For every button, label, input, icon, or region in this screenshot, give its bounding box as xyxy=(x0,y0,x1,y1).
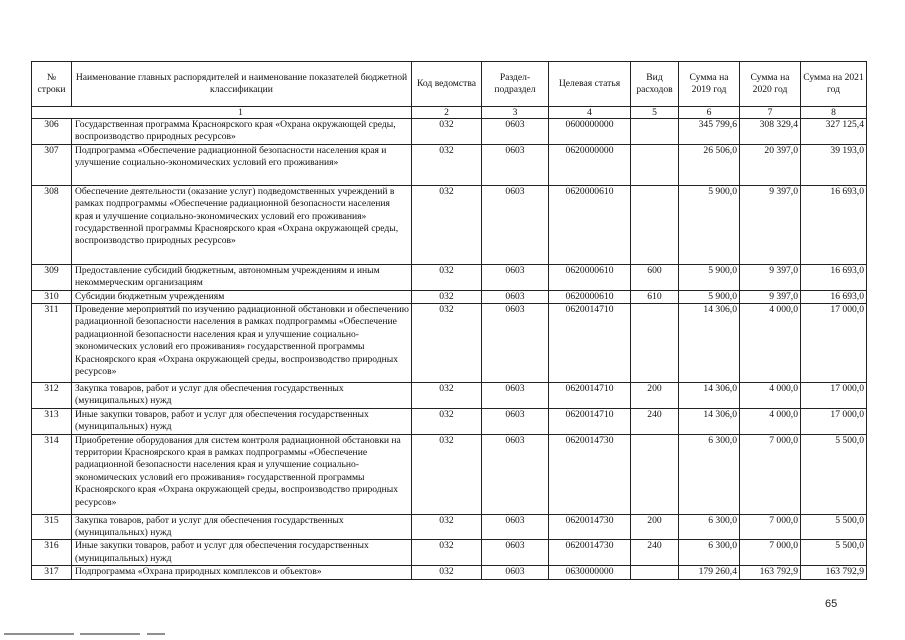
row-number: 312 xyxy=(32,383,72,409)
table-row xyxy=(32,264,867,290)
row-sum-2020: 4 000,0 xyxy=(740,408,801,434)
row-expense-type xyxy=(631,434,679,514)
row-dept-code: 032 xyxy=(412,514,482,540)
row-sum-2021: 17 000,0 xyxy=(801,408,867,434)
row-target-item: 0620000610 xyxy=(549,290,631,303)
header-section: Раздел-подраздел xyxy=(482,62,549,107)
header-name: Наименование главных распорядителей и наименование показателей бюджетной классификации xyxy=(72,62,412,107)
row-dept-code: 032 xyxy=(412,264,482,290)
row-sum-2020: 20 397,0 xyxy=(740,144,801,185)
table-row xyxy=(32,514,867,540)
row-section: 0603 xyxy=(482,185,549,264)
column-number: 2 xyxy=(412,107,482,119)
row-number: 307 xyxy=(32,144,72,185)
row-sum-2019: 14 306,0 xyxy=(679,383,740,409)
row-sum-2021: 163 792,9 xyxy=(801,566,867,579)
row-sum-2019: 179 260,4 xyxy=(679,566,740,579)
header-row xyxy=(32,62,867,107)
row-name: Закупка товаров, работ и услуг для обеспечения государственных (муниципальных) нужд xyxy=(72,514,412,540)
row-number: 317 xyxy=(32,566,72,579)
row-dept-code: 032 xyxy=(412,540,482,566)
table-row xyxy=(32,290,867,303)
table-row xyxy=(32,566,867,579)
row-expense-type: 240 xyxy=(631,408,679,434)
row-sum-2019: 5 900,0 xyxy=(679,264,740,290)
header-expense-type: Вид расходов xyxy=(631,62,679,107)
row-number: 316 xyxy=(32,540,72,566)
row-sum-2020: 9 397,0 xyxy=(740,290,801,303)
row-expense-type: 610 xyxy=(631,290,679,303)
column-number-row xyxy=(32,107,867,119)
row-name: Иные закупки товаров, работ и услуг для обеспечения государственных (муниципальных) нужд xyxy=(72,540,412,566)
row-dept-code: 032 xyxy=(412,304,482,383)
row-number: 314 xyxy=(32,434,72,514)
row-sum-2020: 308 329,4 xyxy=(740,119,801,145)
row-number: 313 xyxy=(32,408,72,434)
row-number: 310 xyxy=(32,290,72,303)
row-name: Субсидии бюджетным учреждениям xyxy=(72,290,412,303)
row-dept-code: 032 xyxy=(412,185,482,264)
header-row-no: № строки xyxy=(32,62,72,107)
header-target-item: Целевая статья xyxy=(549,62,631,107)
row-section: 0603 xyxy=(482,264,549,290)
row-target-item: 0620014710 xyxy=(549,383,631,409)
page-number: 65 xyxy=(825,598,838,610)
row-dept-code: 032 xyxy=(412,383,482,409)
row-name: Приобретение оборудования для систем контроля радиационной обстановки на территории Красноярского края в рамках подпрограммы «Обеспечение радиационной безопасности населения края и улучшение социально-экономических условий его проживания» государственной программы Красноярского края «Охрана окружающей среды, воспроизводство природных ресурсов» xyxy=(72,434,412,514)
row-section: 0603 xyxy=(482,408,549,434)
row-section: 0603 xyxy=(482,566,549,579)
scan-artifact-line xyxy=(80,633,140,635)
row-dept-code: 032 xyxy=(412,119,482,145)
row-sum-2021: 5 500,0 xyxy=(801,514,867,540)
row-sum-2019: 6 300,0 xyxy=(679,514,740,540)
row-number: 306 xyxy=(32,119,72,145)
row-expense-type: 600 xyxy=(631,264,679,290)
row-expense-type xyxy=(631,304,679,383)
row-section: 0603 xyxy=(482,383,549,409)
table-row xyxy=(32,408,867,434)
column-number: 5 xyxy=(631,107,679,119)
row-expense-type xyxy=(631,185,679,264)
row-section: 0603 xyxy=(482,290,549,303)
row-name: Проведение мероприятий по изучению радиационной обстановки и обеспечению радиационной безопасности населения в рамках подпрограммы «Обеспечение радиационной безопасности населения края и улучшение социально-экономических условий его проживания» государственной программы Красноярского края «Охрана окружающей среды, воспроизводство природных ресурсов» xyxy=(72,304,412,383)
row-name: Государственная программа Красноярского края «Охрана окружающей среды, воспроизводство природных ресурсов» xyxy=(72,119,412,145)
table-row xyxy=(32,540,867,566)
row-sum-2021: 16 693,0 xyxy=(801,185,867,264)
row-expense-type xyxy=(631,119,679,145)
row-sum-2020: 4 000,0 xyxy=(740,383,801,409)
row-sum-2019: 26 506,0 xyxy=(679,144,740,185)
row-sum-2020: 7 000,0 xyxy=(740,514,801,540)
row-target-item: 0620000000 xyxy=(549,144,631,185)
row-dept-code: 032 xyxy=(412,408,482,434)
row-sum-2019: 6 300,0 xyxy=(679,540,740,566)
column-number: 7 xyxy=(740,107,801,119)
row-sum-2021: 5 500,0 xyxy=(801,434,867,514)
row-name: Предоставление субсидий бюджетным, автономным учреждениям и иным некоммерческим организациям xyxy=(72,264,412,290)
header-sum-2021: Сумма на 2021 год xyxy=(801,62,867,107)
table-row xyxy=(32,185,867,264)
row-target-item: 0620014730 xyxy=(549,434,631,514)
row-section: 0603 xyxy=(482,119,549,145)
row-sum-2019: 345 799,6 xyxy=(679,119,740,145)
row-number: 309 xyxy=(32,264,72,290)
row-number: 308 xyxy=(32,185,72,264)
column-number: 4 xyxy=(549,107,631,119)
row-sum-2020: 4 000,0 xyxy=(740,304,801,383)
table-row xyxy=(32,144,867,185)
column-number: 3 xyxy=(482,107,549,119)
row-target-item: 0620000610 xyxy=(549,264,631,290)
row-sum-2021: 39 193,0 xyxy=(801,144,867,185)
row-dept-code: 032 xyxy=(412,144,482,185)
row-section: 0603 xyxy=(482,514,549,540)
row-target-item: 0620014710 xyxy=(549,408,631,434)
row-target-item: 0620014730 xyxy=(549,540,631,566)
table-row xyxy=(32,434,867,514)
table-row xyxy=(32,119,867,145)
row-number: 315 xyxy=(32,514,72,540)
scan-artifact-line xyxy=(4,633,74,635)
column-number: 6 xyxy=(679,107,740,119)
row-sum-2020: 7 000,0 xyxy=(740,434,801,514)
row-sum-2019: 14 306,0 xyxy=(679,304,740,383)
row-dept-code: 032 xyxy=(412,290,482,303)
row-sum-2019: 5 900,0 xyxy=(679,185,740,264)
row-target-item: 0620014730 xyxy=(549,514,631,540)
row-name: Обеспечение деятельности (оказание услуг) подведомственных учреждений в рамках подпрограммы «Обеспечение радиационной безопасности населения края и улучшение социально-экономических условий его проживания» государственной программы Красноярского края «Охрана окружающей среды, воспроизводство природных ресурсов» xyxy=(72,185,412,264)
row-dept-code: 032 xyxy=(412,566,482,579)
row-sum-2021: 16 693,0 xyxy=(801,290,867,303)
budget-table xyxy=(31,61,867,580)
column-number: 1 xyxy=(32,107,412,119)
row-expense-type xyxy=(631,566,679,579)
row-name: Закупка товаров, работ и услуг для обеспечения государственных (муниципальных) нужд xyxy=(72,383,412,409)
header-sum-2020: Сумма на 2020 год xyxy=(740,62,801,107)
header-sum-2019: Сумма на 2019 год xyxy=(679,62,740,107)
row-sum-2020: 7 000,0 xyxy=(740,540,801,566)
table-row xyxy=(32,304,867,383)
row-number: 311 xyxy=(32,304,72,383)
row-section: 0603 xyxy=(482,540,549,566)
row-expense-type: 240 xyxy=(631,540,679,566)
row-expense-type xyxy=(631,144,679,185)
row-name: Подпрограмма «Обеспечение радиационной безопасности населения края и улучшение социально-экономических условий его проживания» xyxy=(72,144,412,185)
row-target-item: 0620014710 xyxy=(549,304,631,383)
row-sum-2021: 17 000,0 xyxy=(801,304,867,383)
row-sum-2020: 9 397,0 xyxy=(740,264,801,290)
row-section: 0603 xyxy=(482,434,549,514)
row-sum-2021: 16 693,0 xyxy=(801,264,867,290)
row-sum-2019: 6 300,0 xyxy=(679,434,740,514)
row-name: Иные закупки товаров, работ и услуг для обеспечения государственных (муниципальных) нужд xyxy=(72,408,412,434)
row-name: Подпрограмма «Охрана природных комплексов и объектов» xyxy=(72,566,412,579)
row-target-item: 0600000000 xyxy=(549,119,631,145)
row-sum-2021: 327 125,4 xyxy=(801,119,867,145)
header-dept-code: Код ведомства xyxy=(412,62,482,107)
row-sum-2020: 163 792,9 xyxy=(740,566,801,579)
scan-artifact-line xyxy=(147,633,165,635)
row-section: 0603 xyxy=(482,304,549,383)
row-dept-code: 032 xyxy=(412,434,482,514)
row-sum-2021: 5 500,0 xyxy=(801,540,867,566)
row-sum-2019: 14 306,0 xyxy=(679,408,740,434)
row-sum-2021: 17 000,0 xyxy=(801,383,867,409)
row-expense-type: 200 xyxy=(631,383,679,409)
row-target-item: 0620000610 xyxy=(549,185,631,264)
row-target-item: 0630000000 xyxy=(549,566,631,579)
row-section: 0603 xyxy=(482,144,549,185)
column-number: 8 xyxy=(801,107,867,119)
row-sum-2020: 9 397,0 xyxy=(740,185,801,264)
row-sum-2019: 5 900,0 xyxy=(679,290,740,303)
table-row xyxy=(32,383,867,409)
row-expense-type: 200 xyxy=(631,514,679,540)
